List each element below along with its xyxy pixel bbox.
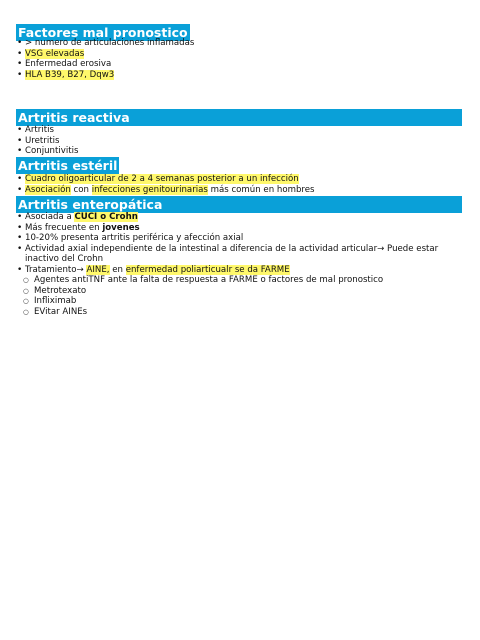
highlighted-text: AINE, [86, 264, 110, 275]
heading-artritis-esteril: Artritis estéril [18, 158, 118, 173]
heading-artritis-enteropatica: Artritis enteropática [16, 196, 462, 213]
list-item: • Uretritis [16, 136, 78, 147]
plain-text: con [70, 184, 92, 195]
sub-list-item: ○ EVitar AINEs [16, 307, 453, 318]
list-artritis-reactiva [16, 125, 78, 157]
list-item [16, 174, 315, 185]
list-item [16, 49, 194, 60]
list-item: • Enfermedad erosiva [16, 59, 194, 70]
list-artritis-esteril [16, 174, 315, 195]
list-item: • Conjuntivitis [16, 146, 78, 157]
list-item [16, 212, 453, 223]
list-item: • 10-20% presenta artritis periférica y afección axial [16, 233, 453, 244]
list-item: • Actividad axial independiente de la intestinal a diferencia de la actividad articular→ Puede estar inactivo del Crohn [16, 244, 453, 265]
sub-list-item: ○ Agentes antiTNF ante la falta de respuesta a FARME o factores de mal pronostico [16, 275, 453, 286]
highlighted-text: enfermedad poliarticualr se da FARME [125, 264, 290, 275]
sub-list-item: ○ Infliximab [16, 296, 453, 307]
bold-text: jovenes [102, 222, 140, 233]
list-item: • > numero de articulaciones inflamadas [16, 38, 194, 49]
heading-artritis-reactiva: Artritis reactiva [16, 109, 462, 126]
list-artritis-enteropatica [16, 212, 453, 317]
plain-text: Asociada a [25, 212, 75, 222]
plain-text: en [109, 264, 126, 275]
highlighted-text: infecciones genitourinarias [91, 184, 208, 195]
list-item [16, 70, 194, 81]
list-item: • Artritis [16, 125, 78, 136]
plain-text: Más frecuente en [25, 222, 103, 233]
list-item [16, 223, 453, 234]
plain-text: más común en hombres [207, 184, 315, 195]
list-item [16, 265, 453, 276]
list-factores-mal-pronostico [16, 38, 194, 80]
highlighted-text: Asociación [25, 184, 71, 195]
sub-list-item: ○ Metrotexato [16, 286, 453, 297]
list-item [16, 185, 315, 196]
highlighted-text: HLA B39, B27, Dqw3 [25, 69, 115, 80]
highlighted-bold-text: CUCI o Crohn [74, 212, 138, 222]
plain-text: Tratamiento→ [25, 264, 87, 275]
heading-factores-mal-pronostico: Factores mal pronostico [18, 25, 188, 40]
highlighted-text: Cuadro oligoarticular de 2 a 4 semanas posterior a un infección [25, 174, 299, 184]
highlighted-text: VSG elevadas [25, 48, 85, 59]
